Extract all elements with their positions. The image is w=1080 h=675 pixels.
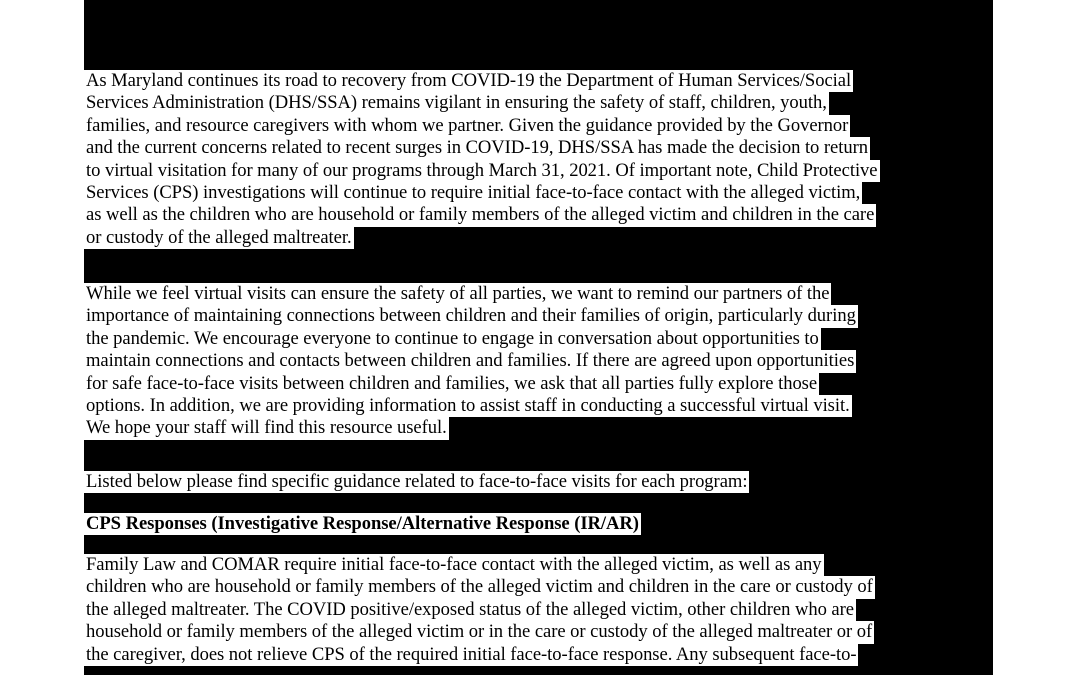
text-line: Family Law and COMAR require initial face-to-face contact with the alleged victim, as well as any	[86, 554, 822, 575]
text-line: the alleged maltreater. The COVID positive/exposed status of the alleged victim, other children who are	[86, 598, 854, 620]
paragraph-listed-below	[84, 471, 993, 493]
text-line: for safe face-to-face visits between children and families, we ask that all parties fully explore those	[86, 372, 818, 394]
paragraph-virtual-visits	[84, 283, 993, 440]
paragraph-intro	[84, 70, 993, 249]
text-line: to virtual visitation for many of our programs through March 31, 2021. Of important note, Child Protective	[86, 159, 878, 181]
text-line: importance of maintaining connections between children and their families of origin, particularly during	[86, 305, 856, 327]
text-line: household or family members of the alleged victim or in the care or custody of the alleged maltreater or of	[86, 621, 873, 643]
text-line: the caregiver, does not relieve CPS of the required initial face-to-face response. Any subsequent face-to-	[86, 643, 857, 665]
paragraph-cps-responses	[84, 554, 993, 666]
text-line: As Maryland continues its road to recovery from COVID-19 the Department of Human Services/Social	[86, 70, 852, 91]
text-line: Services (CPS) investigations will continue to require initial face-to-face contact with the alleged victim,	[86, 181, 861, 203]
text-line: While we feel virtual visits can ensure the safety of all parties, we want to remind our partners of the	[86, 283, 830, 304]
text-line: children who are household or family members of the alleged victim and children in the care or custody of	[86, 576, 873, 598]
text-line: Services Administration (DHS/SSA) remains vigilant in ensuring the safety of staff, children, youth,	[86, 92, 827, 114]
text-line: maintain connections and contacts between children and families. If there are agreed upon opportunities	[86, 350, 855, 372]
text-line: options. In addition, we are providing information to assist staff in conducting a successful virtual visit.	[86, 394, 850, 416]
text-line: or custody of the alleged maltreater.	[86, 226, 352, 248]
text-line: as well as the children who are household or family members of the alleged victim and children in the care	[86, 204, 875, 226]
text-line: We hope your staff will find this resource useful.	[86, 417, 447, 439]
text-line: families, and resource caregivers with whom we partner. Given the guidance provided by the Governor	[86, 114, 849, 136]
heading-cps-responses: CPS Responses (Investigative Response/Alternative Response (IR/AR)	[86, 513, 639, 534]
section-heading	[84, 513, 993, 535]
text-line: the pandemic. We encourage everyone to continue to engage in conversation about opportunities to	[86, 327, 819, 349]
text-line: and the current concerns related to recent surges in COVID-19, DHS/SSA has made the decision to return	[86, 137, 869, 159]
text-line: Listed below please find specific guidance related to face-to-face visits for each program:	[86, 471, 748, 492]
